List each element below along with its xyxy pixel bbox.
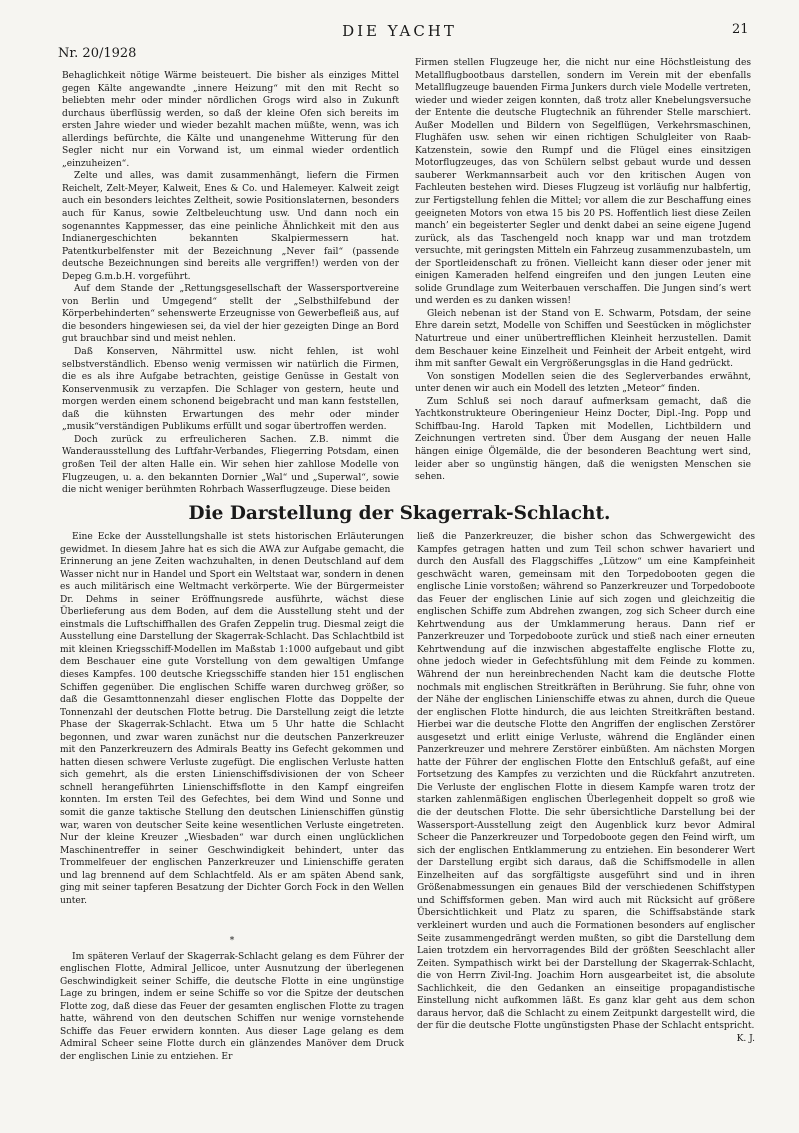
article-column-bottom-left bbox=[60, 531, 404, 941]
paragraph: Von sonstigen Modellen seien die des Seglerverbandes erwähnt, unter denen wir auch ein Modell des letzten „Meteor“ finden. bbox=[415, 371, 751, 395]
article-column-bottom-left-continued bbox=[60, 932, 404, 1064]
article-column-bottom-right bbox=[417, 531, 755, 1061]
paragraph: ließ die Panzerkreuzer, die bisher schon das Schwergewicht des Kampfes getragen hatten und zum Teil schon schwer havariert und durch den Ausfall des Flaggschiffes „Lützow“ um eine Kampfeinheit geschwächt waren, gemeinsam mit den Torpedobooten gegen die englische Linie vorstoßen; während so Panzerkreuzer und Torpedoboote das Feuer der englischen Linie auf sich zogen und gleichzeitig die englischen Schiffe zum Abdrehen zwangen, zog sich Scheer durch eine Kehrtwendung aus der Umklammerung heraus. Dann rief er Panzerkreuzer und Torpedoboote zurück und stieß nach einer erneuten Kehrtwendung auf die inzwischen abgestaffelte englische Flotte zu, ohne jedoch wieder in Gefechtsfühlung mit dem Feinde zu kommen. Während der nun hereinbrechenden Nacht kam die deutsche Flotte nochmals mit englischen Streitkräften in Berührung. Sie fuhr, ohne von der Nähe der englischen Linienschiffe etwas zu ahnen, durch die Queue der englischen Flotte hindurch, die aus leichten Streitkräften bestand. Hierbei war die deutsche Flotte den Angriffen der englischen Zerstörer ausgesetzt und erlitt einige Verluste, während die Engländer einen Panzerkreuzer und mehrere Zerstörer einbüßten. Am nächsten Morgen hatte der Führer der englischen Flotte den Entschluß gefaßt, auf eine Fortsetzung des Kampfes zu verzichten und die Rückfahrt anzutreten. Die Verluste der englischen Flotte in diesem Kampfe waren trotz der starken zahlenmäßigen englischen Überlegenheit doppelt so groß wie die der deutschen Flotte. Die sehr übersichtliche Darstellung bei der Wassersport-Ausstellung zeigt den Augenblick kurz bevor Admiral Scheer die Panzerkreuzer und Torpedoboote gegen den Feind wirft, um sich der englischen Entklammerung zu entziehen. Ein besonderer Wert der Darstellung ergibt sich daraus, daß die Schiffsmodelle in allen Einzelheiten auf das sorgfältigste ausgeführt sind und in ihren Größenabmessungen ein genaues Bild der verschiedenen Schiffstypen und Schiffsformen geben. Man wird auch mit Rücksicht auf größere Übersichtlichkeit und Platz zu sparen, die Schiffsabstände stark verkleinert wurden und auch die Formationen besonders auf englischer Seite zusammengedrängt werden mußten, so gibt die Darstellung dem Laien trotzdem ein hervorragendes Bild der größten Seeschlacht aller Zeiten. Sympathisch wirkt bei der Darstellung der Skagerrak-Schlacht, die von Herrn Zivil-Ing. Joachim Horn ausgearbeitet ist, die absolute Sachlichkeit, die den Gedanken an einseitige propagandistische Einstellung nicht aufkommen läßt. Es ganz klar geht aus dem schon daraus hervor, daß die Schlacht zu einem Zeitpunkt dargestellt wird, die der für die deutsche Flotte ungünstigsten Phase der Schlacht entspricht. bbox=[417, 532, 755, 1032]
article-column-top-right bbox=[415, 57, 751, 497]
paragraph: Daß Konserven, Nährmittel usw. nicht fehlen, ist wohl selbstverständlich. Ebenso wenig vermissen wir natürlich die Firmen, die es als ihre Aufgabe betrachten, geistige Genüsse in Gestalt von Konservenmusik zu verzapfen. Die Schlager von gestern, heute und morgen werden einem schonend beigebracht und man kann feststellen, daß die kühnsten Erwartungen des mehr oder minder „musik“verständigen Publikums erfüllt und sogar übertroffen werden. bbox=[62, 347, 399, 433]
article-column-top-left bbox=[62, 70, 399, 500]
section-divider-star: * bbox=[229, 936, 235, 946]
author-signature: K. J. bbox=[736, 1033, 755, 1044]
section-heading: Die Darstellung der Skagerrak-Schlacht. bbox=[188, 503, 611, 524]
paragraph: Firmen stellen Flugzeuge her, die nicht nur eine Höchstleistung des Metallflugbootbaus darstellen, sondern im Verein mit der ebenfalls Metallflugzeuge bauenden Firma Junkers durch viele Modelle vertreten, wieder und wieder zeigen konnten, daß trotz aller Knebelungsversuche der Entente die deutsche Flugtechnik an führender Stelle marschiert. Außer Modellen und Bildern von Segelflügen, Verkehrsmaschinen, Flughäfen usw. sehen wir einen richtigen Schulgleiter von Raab-Katzenstein, sowie den Rumpf und die Flügel eines einsitzigen Motorflugzeuges, das von Schülern selbst gebaut wurde und dessen sauberer Werkmannsarbeit auch vor den kritischen Augen von Fachleuten bestehen wird. Dieses Flugzeug ist vorläufig nur halbfertig, zur Fertigstellung fehlen die Mittel; vor allem die zur Beschaffung eines geeigneten Motors von etwa 15 bis 20 PS. Hoffentlich liest diese Zeilen manch’ ein begeisterter Segler und denkt dabei an seine eigene Jugend zurück, als das Taschengeld noch knapp war und man trotzdem versuchte, mit geringsten Mitteln ein Fahrzeug zusammenzubasteln, um der Sportleidenschaft zu frönen. Vielleicht kann dieser oder jener mit einigen Kameraden helfend eingreifen und den jungen Leuten eine solide Grundlage zum Weiterbauen verschaffen. Die Jungen sind’s wert und werden es zu danken wissen! bbox=[415, 58, 751, 307]
paragraph: Zelte und alles, was damit zusammenhängt, liefern die Firmen Reichelt, Zelt-Meyer, Kalweit, Enes & Co. und Halemeyer. Kalweit zeigt auch ein besonders leichtes Zeltheit, sowie Positionslaternen, besonders auch für Kanus, sowie Zeltbeleuchtung usw. Und dann noch ein sogenanntes Kappmesser, das eine peinliche Ähnlichkeit mit den aus Indianergeschichten bekannten Skalpiermessern hat. Patentkurbelfenster mit der Bezeichnung „Never fail“ (passende deutsche Bezeichnungen sind bereits alle vergriffen!) werden von der Depeg G.m.b.H. vorgeführt. bbox=[62, 171, 399, 282]
page-number: 21 bbox=[732, 22, 749, 37]
paragraph: Gleich nebenan ist der Stand von E. Schwarm, Potsdam, der seine Ehre darein setzt, Modelle von Schiffen und Seestücken in möglichster Naturtreue und einer unübertrefflichen Kleinheit herzustellen. Damit dem Beschauer keine Einzelheit und Feinheit der Arbeit entgeht, wird ihm mit sanfter Gewalt ein Vergrößerungsglas in die Hand gedrückt. bbox=[415, 308, 751, 370]
paragraph: Doch zurück zu erfreulicheren Sachen. Z.B. nimmt die Wanderausstellung des Luftfahr-Verbandes, Fliegerring Potsdam, einen großen Teil der alten Halle ein. Wir sehen hier zahllose Modelle von Flugzeugen, u. a. den bekannten Dornier „Wal“ und „Superwal“, sowie die nicht weniger berühmten Rohrbach Wasserflugzeuge. Diese beiden bbox=[62, 434, 399, 496]
paragraph: Eine Ecke der Ausstellungshalle ist stets historischen Erläuterungen gewidmet. In diesem Jahre hat es sich die AWA zur Aufgabe gemacht, die Erinnerung an jene Zeiten wachzuhalten, in denen Deutschland auf dem Wasser nicht nur in Handel und Sport ein Weltstaat war, sondern in denen es auch militärisch eine Weltmacht verkörperte. Wie der Bürgermeister Dr. Dehms in seiner Eröffnungsrede ausführte, wächst diese Überlieferung aus dem Boden, auf dem die Ausstellung steht und der einstmals die Luftschiffhallen des Grafen Zeppelin trug. Diesmal zeigt die Ausstellung eine Darstellung der Skagerrak-Schlacht. Das Schlachtbild ist mit kleinen Kriegsschiff-Modellen im Maßstab 1:1000 aufgebaut und gibt dem Beschauer eine gute Vorstellung von dem gewaltigen Umfange dieses Kampfes. 100 deutsche Kriegsschiffe standen hier 151 englischen Schiffen gegenüber. Die englischen Schiffe waren durchweg größer, so daß die Gesamttonnenzahl dieser englischen Flotte das Doppelte der Tonnenzahl der deutschen Flotte betrug. Die Darstellung zeigt die letzte Phase der Skagerrak-Schlacht. Etwa um 5 Uhr hatte die Schlacht begonnen, und zwar waren zunächst nur die deutschen Panzerkreuzer mit den Panzerkreuzern des Admirals Beatty ins Gefecht gekommen und hatten diesen schwere Verluste zugefügt. Die englischen Verluste hatten sich gemehrt, als die ersten Linienschiffsdivisionen der von Scheer schnell herangeführten Linienschiffsflotte in den Kampf eingreifen konnten. Im ersten Teil des Gefechtes, bei dem Wind und Sonne und somit die ganze taktische Stellung den deutschen Linienschiffen günstig war, waren von deutscher Seite keine wesentlichen Verluste eingetreten. Nur der kleine Kreuzer „Wiesbaden“ war durch einen unglücklichen Maschinentreffer in seiner Geschwindigkeit behindert, unter das Trommelfeuer der englischen Panzerkreuzer und Linienschiffe geraten und lag brennend auf dem Schlachtfeld. Als er am späten Abend sank, ging mit seiner tapferen Besatzung der Dichter Gorch Fock in den Wellen unter. bbox=[60, 532, 404, 906]
issue-number: Nr. 20/1928 bbox=[58, 46, 137, 61]
paragraph: Zum Schluß sei noch darauf aufmerksam gemacht, daß die Yachtkonstrukteure Oberingenieur Heinz Docter, Dipl.-Ing. Popp und Schiffbau-Ing. Harold Tapken mit Modellen, Lichtbildern und Zeichnungen vertreten sind. Über dem Ausgang der neuen Halle hängen einige Ölgemälde, die der besonderen Beachtung wert sind, leider aber so ungünstig hängen, daß die wenigsten Menschen sie sehen. bbox=[415, 396, 751, 483]
paragraph: Behaglichkeit nötige Wärme beisteuert. Die bisher als einziges Mittel gegen Kälte angewandte „innere Heizung“ mit den mit Recht so beliebten mehr oder minder nördlichen Grogs wird also in Zukunft durchaus überflüssig werden, so daß der kleine Ofen sich bereits im ersten Jahre wieder und wieder bezahlt machen müßte, wenn, was ich allerdings befürchte, die Kälte und unangenehme Witterung für den Segler nicht nur ein Vorwand ist, um einmal wieder ordentlich „einzuheizen“. bbox=[62, 71, 399, 169]
magazine-title: DIE YACHT bbox=[342, 22, 457, 40]
paragraph: Im späteren Verlauf der Skagerrak-Schlacht gelang es dem Führer der englischen Flotte, Admiral Jellicoe, unter Ausnutzung der überlegenen Geschwindigkeit seiner Schiffe, die deutsche Flotte in eine ungünstige Lage zu bringen, indem er seine Schiffe so vor die Spitze der deutschen Flotte zog, daß diese das Feuer der gesamten englischen Flotte zu tragen hatte, während von den deutschen Schiffen nur wenige vornstehende Schiffe das Feuer erwidern konnten. Aus dieser Lage gelang es dem Admiral Scheer seine Flotte durch ein glänzendes Manöver dem Druck der englischen Linie zu entziehen. Er bbox=[60, 951, 404, 1062]
paragraph: Auf dem Stande der „Rettungsgesellschaft der Wassersportvereine von Berlin und Umgegend“ stellt der „Selbsthilfebund der Körperbehinderten“ sehenswerte Erzeugnisse von Gewerbefleiß aus, auf die besonders hingewiesen sei, da viel der hier gezeigten Dinge an Bord gut brauchbar sind und meist nehlen. bbox=[62, 284, 399, 345]
